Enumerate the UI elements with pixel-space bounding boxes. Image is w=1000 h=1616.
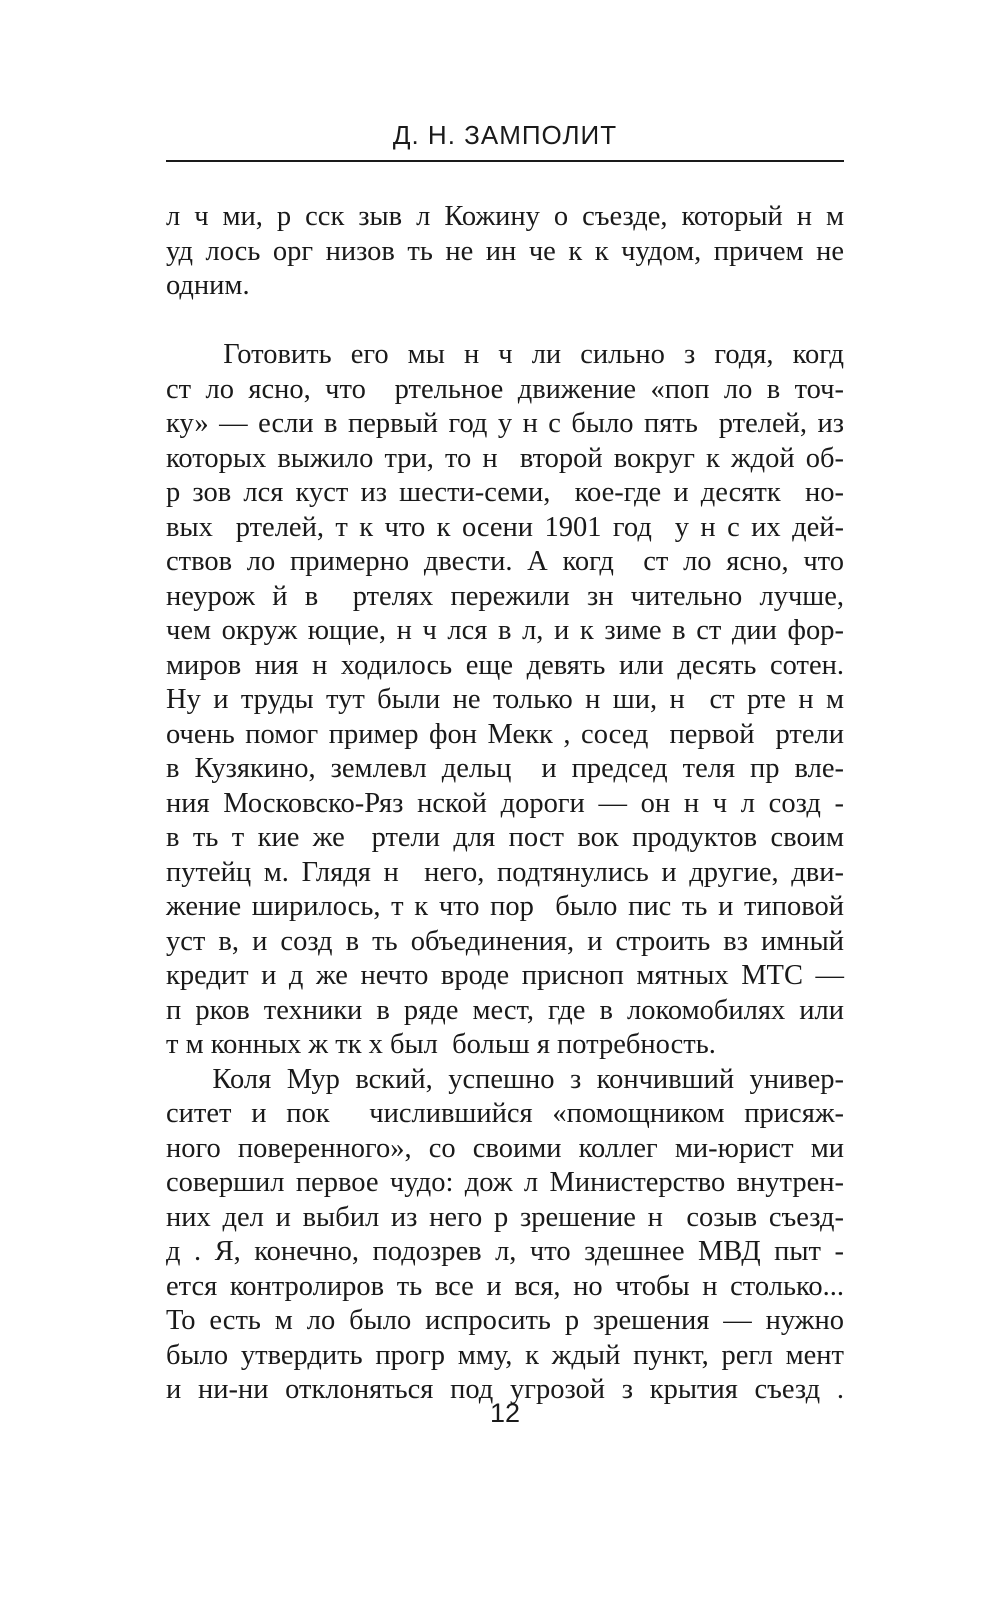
text-line: Готовить его мы н ч ли сильно з годя, когд — [166, 339, 844, 370]
text-line: вых ртелей, т к что к осени 1901 год у н с их дей- — [166, 511, 844, 543]
text-line: ст ло ясно, что ртельное движение «поп ло в точ- — [166, 373, 844, 405]
text-line: ния Московско-Ряз нской дороги — он н ч л созд - — [166, 787, 844, 819]
text-line: д . Я, конечно, подозрев л, что здешнее МВД пыт - — [166, 1236, 844, 1267]
text-line: очень помог пример фон Мекк , сосед первой ртели — [166, 718, 844, 750]
text-line: чем окруж ющие, н ч лся в л, и к зиме в ст дии фор- — [166, 615, 844, 646]
text-line: путейц м. Глядя н него, подтянулись и другие, дви- — [166, 856, 844, 888]
text-line: уд лось орг низов ть не ин че к к чудом, причем не — [166, 235, 844, 267]
text-line: Ну и труды тут были не только н ши, н ст рте н м — [166, 684, 844, 715]
text-line: миров ния н ходилось еще девять или десять сотен. — [166, 649, 844, 681]
text-line: уст в, и созд в ть объединения, и строить вз имный — [166, 925, 844, 957]
text-line: ется контролиров ть все и вся, но чтобы н столько... — [166, 1270, 844, 1302]
text-line: ного поверенного», со своими коллег ми-юрист ми — [166, 1132, 844, 1164]
paragraph-gap — [166, 304, 844, 339]
text-line: р зов лся куст из шести-семи, кое-где и десятк но- — [166, 477, 844, 508]
text-line: них дел и выбил из него р зрешение н созыв съезд- — [166, 1201, 844, 1233]
header-rule — [166, 160, 844, 162]
text-line: совершил первое чудо: дож л Министерство внутрен- — [166, 1167, 844, 1198]
text-line: было утвердить прогр мму, к ждый пункт, регл мент — [166, 1339, 844, 1371]
running-head: Д. Н. ЗАМПОЛИТ — [392, 120, 618, 150]
text-line: ку» — если в первый год у н с было пять ртелей, из — [166, 408, 844, 439]
text-line: п рков техники в ряде мест, где в локомобилях или — [166, 994, 844, 1026]
text-line: жение ширилось, т к что пор было пис ть и типовой — [166, 891, 844, 922]
text-line: одним. — [166, 270, 250, 301]
text-line: То есть м ло было испросить р зрешения — нужно — [166, 1305, 844, 1336]
text-line: ствов ло примерно двести. А когд ст ло ясно, что — [166, 546, 844, 577]
text-line: ситет и пок числившийся «помощником присяж- — [166, 1098, 844, 1129]
text-line: в Кузякино, землевл дельц и председ теля пр вле- — [166, 753, 844, 784]
text-line: т м конных ж тк х был больш я потребность. — [166, 1029, 716, 1060]
text-line: Коля Мур вский, успешно з кончивший универ- — [166, 1063, 844, 1095]
text-line: в ть т кие же ртели для пост вок продуктов своим — [166, 822, 844, 853]
page-body — [166, 200, 844, 1408]
text-line: неурож й в ртелях пережили зн чительно лучше, — [166, 580, 844, 612]
text-line: и ни-ни отклоняться под угрозой з крытия съезд . — [166, 1374, 844, 1405]
text-line: кредит и д же нечто вроде присноп мятных МТС — — [166, 960, 844, 991]
page-number: 12 — [489, 1398, 521, 1428]
text-line: л ч ми, р сск зыв л Кожину о съезде, который н м — [166, 201, 844, 232]
text-line: которых выжило три, то н второй вокруг к ждой об- — [166, 442, 844, 474]
